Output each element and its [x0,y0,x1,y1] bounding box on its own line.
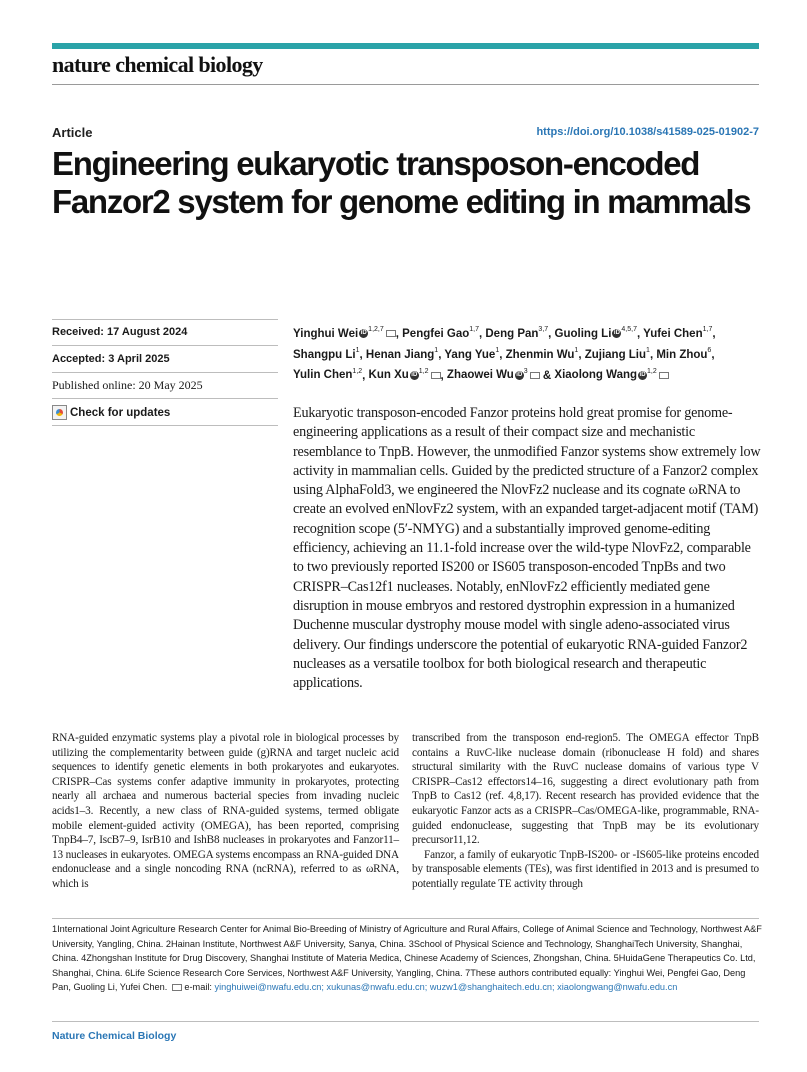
published-date: Published online: 20 May 2025 [52,378,203,392]
affiliation-superscript: 1,7 [469,326,479,333]
author-name[interactable] [643,328,712,340]
meta-divider [52,345,278,346]
author-name[interactable] [584,346,650,361]
author-name-text: Zhenmin Wu [505,348,575,361]
author-name-text: Zhaowei Wu [446,369,514,382]
email-icon [172,984,182,991]
received-date: Received: 17 August 2024 [52,326,188,338]
affiliation-superscript: 3,7 [538,326,549,333]
affiliation-superscript: 1 [355,346,360,354]
author-name-text: Guoling Li [554,327,612,340]
author-name-text: Pengfei Gao [402,327,470,340]
author-name-text: Yulin Chen [293,369,353,382]
author-name[interactable] [485,328,548,340]
author-name-text: Yinghui Wei [293,327,359,340]
email-icon[interactable] [386,330,396,337]
email-label: e-mail: [184,982,212,993]
meta-divider [52,398,278,399]
author-name[interactable] [402,328,479,340]
affiliation-superscript: 1,7 [702,326,713,333]
meta-divider [52,372,278,373]
affiliation-superscript: 6 [707,346,712,354]
author-name[interactable] [369,369,441,381]
author-name[interactable] [554,369,668,381]
email-icon[interactable] [431,372,441,379]
author-name[interactable] [444,346,500,361]
author-name-text: Deng Pan [485,327,539,340]
affiliation-superscript: 1 [434,346,439,354]
journal-accent-bar [52,43,759,49]
body-column-left [52,731,399,892]
doi-link[interactable]: https://doi.org/10.1038/s41589-025-01902-7 [536,126,759,138]
author-name-text: Henan Jiang [365,348,435,361]
author-name[interactable] [447,369,540,381]
abstract: Eukaryotic transposon-encoded Fanzor proteins hold great promise for genome-engineering applications as a result of their compact size and mechanistic resemblance to TnpB. However, the unmodified Fanzor systems show extremely low activity in mammalian cells. Guided by the predicted structure of a Fanzor2 complex using AlphaFold3, we engineered the NlovFz2 nuclease and its cognate ωRNA to create an evolved enNlovFz2 system, with an expanded target-adjacent motif (TAM) recognition scope (5′-NMYG) and a substantially improved genome-editing efficiency, achieving an 11.1-fold increase over the wild-type NlovFz2, comparable to two previously reported IS200 or IS605 transposon-encoded TnpBs and two CRISPR–Cas12f1 nucleases. Notably, enNlovFz2 efficiently mediated gene disruption in mouse embryos and restored dystrophin expression in a humanized Duchenne muscular dystrophy mouse model with single adeno-associated virus delivery. Our findings underscore the potential of eukaryotic RNA-guided Fanzor2 nucleases as a versatile toolbox for both biological research and therapeutic applications. [293,405,761,692]
author-name-text: Min Zhou [656,348,708,361]
article-type-label: Article [52,125,93,140]
journal-name: nature chemical biology [52,52,263,77]
orcid-icon[interactable]: iD [613,330,620,337]
author-name[interactable] [505,346,579,361]
affiliation-superscript: 3 [523,367,528,375]
orcid-icon[interactable]: iD [516,371,523,378]
author-name-text: Xiaolong Wang [554,369,638,382]
footer-journal-name: Nature Chemical Biology [52,1030,177,1042]
author-name-text: Yang Yue [444,348,496,361]
author-name[interactable] [293,328,396,340]
orcid-icon[interactable]: iD [639,371,646,378]
author-name[interactable] [293,369,362,381]
check-updates-icon [52,405,67,420]
affiliations-text: 1International Joint Agriculture Research Center for Animal Bio-Breeding of Ministry of Agriculture and Rural Affairs, College of Animal Science and Technology, Northwest A&F University, Yangling, China. 2Hainan Institute, Northwest A&F University, Sanya, China. 3School of Physical Science and Technology, ShanghaiTech University, Shanghai, China. 4Zhongshan Institute for Drug Discovery, Shanghai Institute of Materia Medica, Chinese Academy of Sciences, Zhongshan, China. 5HuidaGene Therapeutics Co. Ltd, Shanghai, China. 6Life Science Research Core Services, Northwest A&F University, Yangling, China. 7These authors contributed equally: Yinghui Wei, Pengfei Gao, Deng Pan, Guoling Li, Yufei Chen. [52,924,762,993]
affiliation-superscript: 1 [495,346,500,354]
author-name[interactable] [555,328,637,340]
header-divider [52,84,759,85]
email-addresses[interactable]: yinghuiwei@nwafu.edu.cn; xukunas@nwafu.edu.cn; wuzw1@shanghaitech.edu.cn; xiaolongwang@nwafu.edu.cn [214,982,678,993]
affiliations-footnote [52,922,762,995]
affiliation-superscript: 4,5,7 [621,326,637,333]
author-name[interactable] [293,346,360,361]
body-column-right [412,731,759,892]
orcid-icon[interactable]: iD [360,330,367,337]
author-name[interactable] [365,346,439,361]
affiliation-superscript: 1 [574,346,579,354]
meta-divider-top [52,319,278,320]
check-updates-label: Check for updates [70,406,171,419]
email-icon[interactable] [659,372,669,379]
author-name-text: Shangpu Li [293,348,356,361]
author-name-text: Yufei Chen [643,327,703,340]
affiliation-superscript: 1,2,7 [368,326,384,333]
accepted-date: Accepted: 3 April 2025 [52,353,170,365]
affiliation-superscript: 1,2 [647,367,657,375]
author-name[interactable] [656,346,712,361]
body-paragraph: RNA-guided enzymatic systems play a pivotal role in biological processes by utilizing the complementarity between guide (g)RNA and target nucleic acid sequences to identify genetic elements in both prokaryotes and eukaryotes. CRISPR–Cas systems confer adaptive immunity in prokaryotes, protecting nearly all archaea and numerous bacterial species from invading nucleic acids1–3. Recently, a new class of RNA-guided systems, termed obligate mobile element-guided activity (OMEGA), has been reported, comprising TnpB4–7, IscB7–9, IsrB10 and IshB8 nucleases in prokaryotes and Fanzor11–13 nucleases in eukaryotes. OMEGA systems encompass an RNA-guided DNA endonuclease and a single noncoding RNA (ncRNA), referred to as ωRNA, which is [52,732,399,890]
check-updates-button[interactable] [52,403,278,422]
body-paragraph: transcribed from the transposon end-region5. The OMEGA effector TnpB contains a RuvC-like nuclease domain (ribonuclease H fold) and shares structural similarity with the RuvC nuclease domains of various type V CRISPR–Cas12 effectors14–16, suggesting a direct evolutionary path from TnpB to Cas12 (ref. 4,8,17). Recent research has provided evidence that the eukaryotic Fanzor acts as a CRISPR–Cas/OMEGA-like, programmable, RNA-guided endonuclease, suggesting that TnpB may be its evolutionary precursor11,12. [412,732,759,847]
affiliation-superscript: 1,2 [352,367,363,375]
affiliation-superscript: 1 [646,346,650,354]
author-list: Yinghui Wei iD$^{1,2,7}$ , Pengfei Gao$^{1,7}$, Deng Pan$^{3,7}$, Guoling Li iD$^{4,5,7}$, Yufei Chen$^{1,7}$, Shangpu Li$^1$, Henan Jiang$^1$, Yang Yue$^1$, Zhenmin Wu$^1$, Zujiang Liu$^1$, Min Zhou$^6$, Yulin Chen$^{1,2}$, Kun Xu iD$^{1,2}$ , Zhaowei Wu $iD^3$ & Xiaolong Wang iD$^{1,2}$ [293,326,716,382]
footnote-divider [52,918,759,919]
footer-divider [52,1021,759,1022]
meta-divider-bottom [52,425,278,426]
body-paragraph: Fanzor, a family of eukaryotic TnpB-IS200- or -IS605-like proteins encoded by transposable elements (TEs), was first identified in 2013 and is presumed to potentially regulate TE activity through [412,848,759,890]
author-name-text: Kun Xu [368,369,409,382]
article-title: Engineering eukaryotic transposon-encoded Fanzor2 system for genome editing in mammals [52,145,751,220]
affiliation-superscript: 1,2 [418,367,429,375]
author-name-text: Zujiang Liu [584,348,647,361]
orcid-icon[interactable]: iD [411,371,418,378]
email-icon[interactable] [530,372,540,379]
